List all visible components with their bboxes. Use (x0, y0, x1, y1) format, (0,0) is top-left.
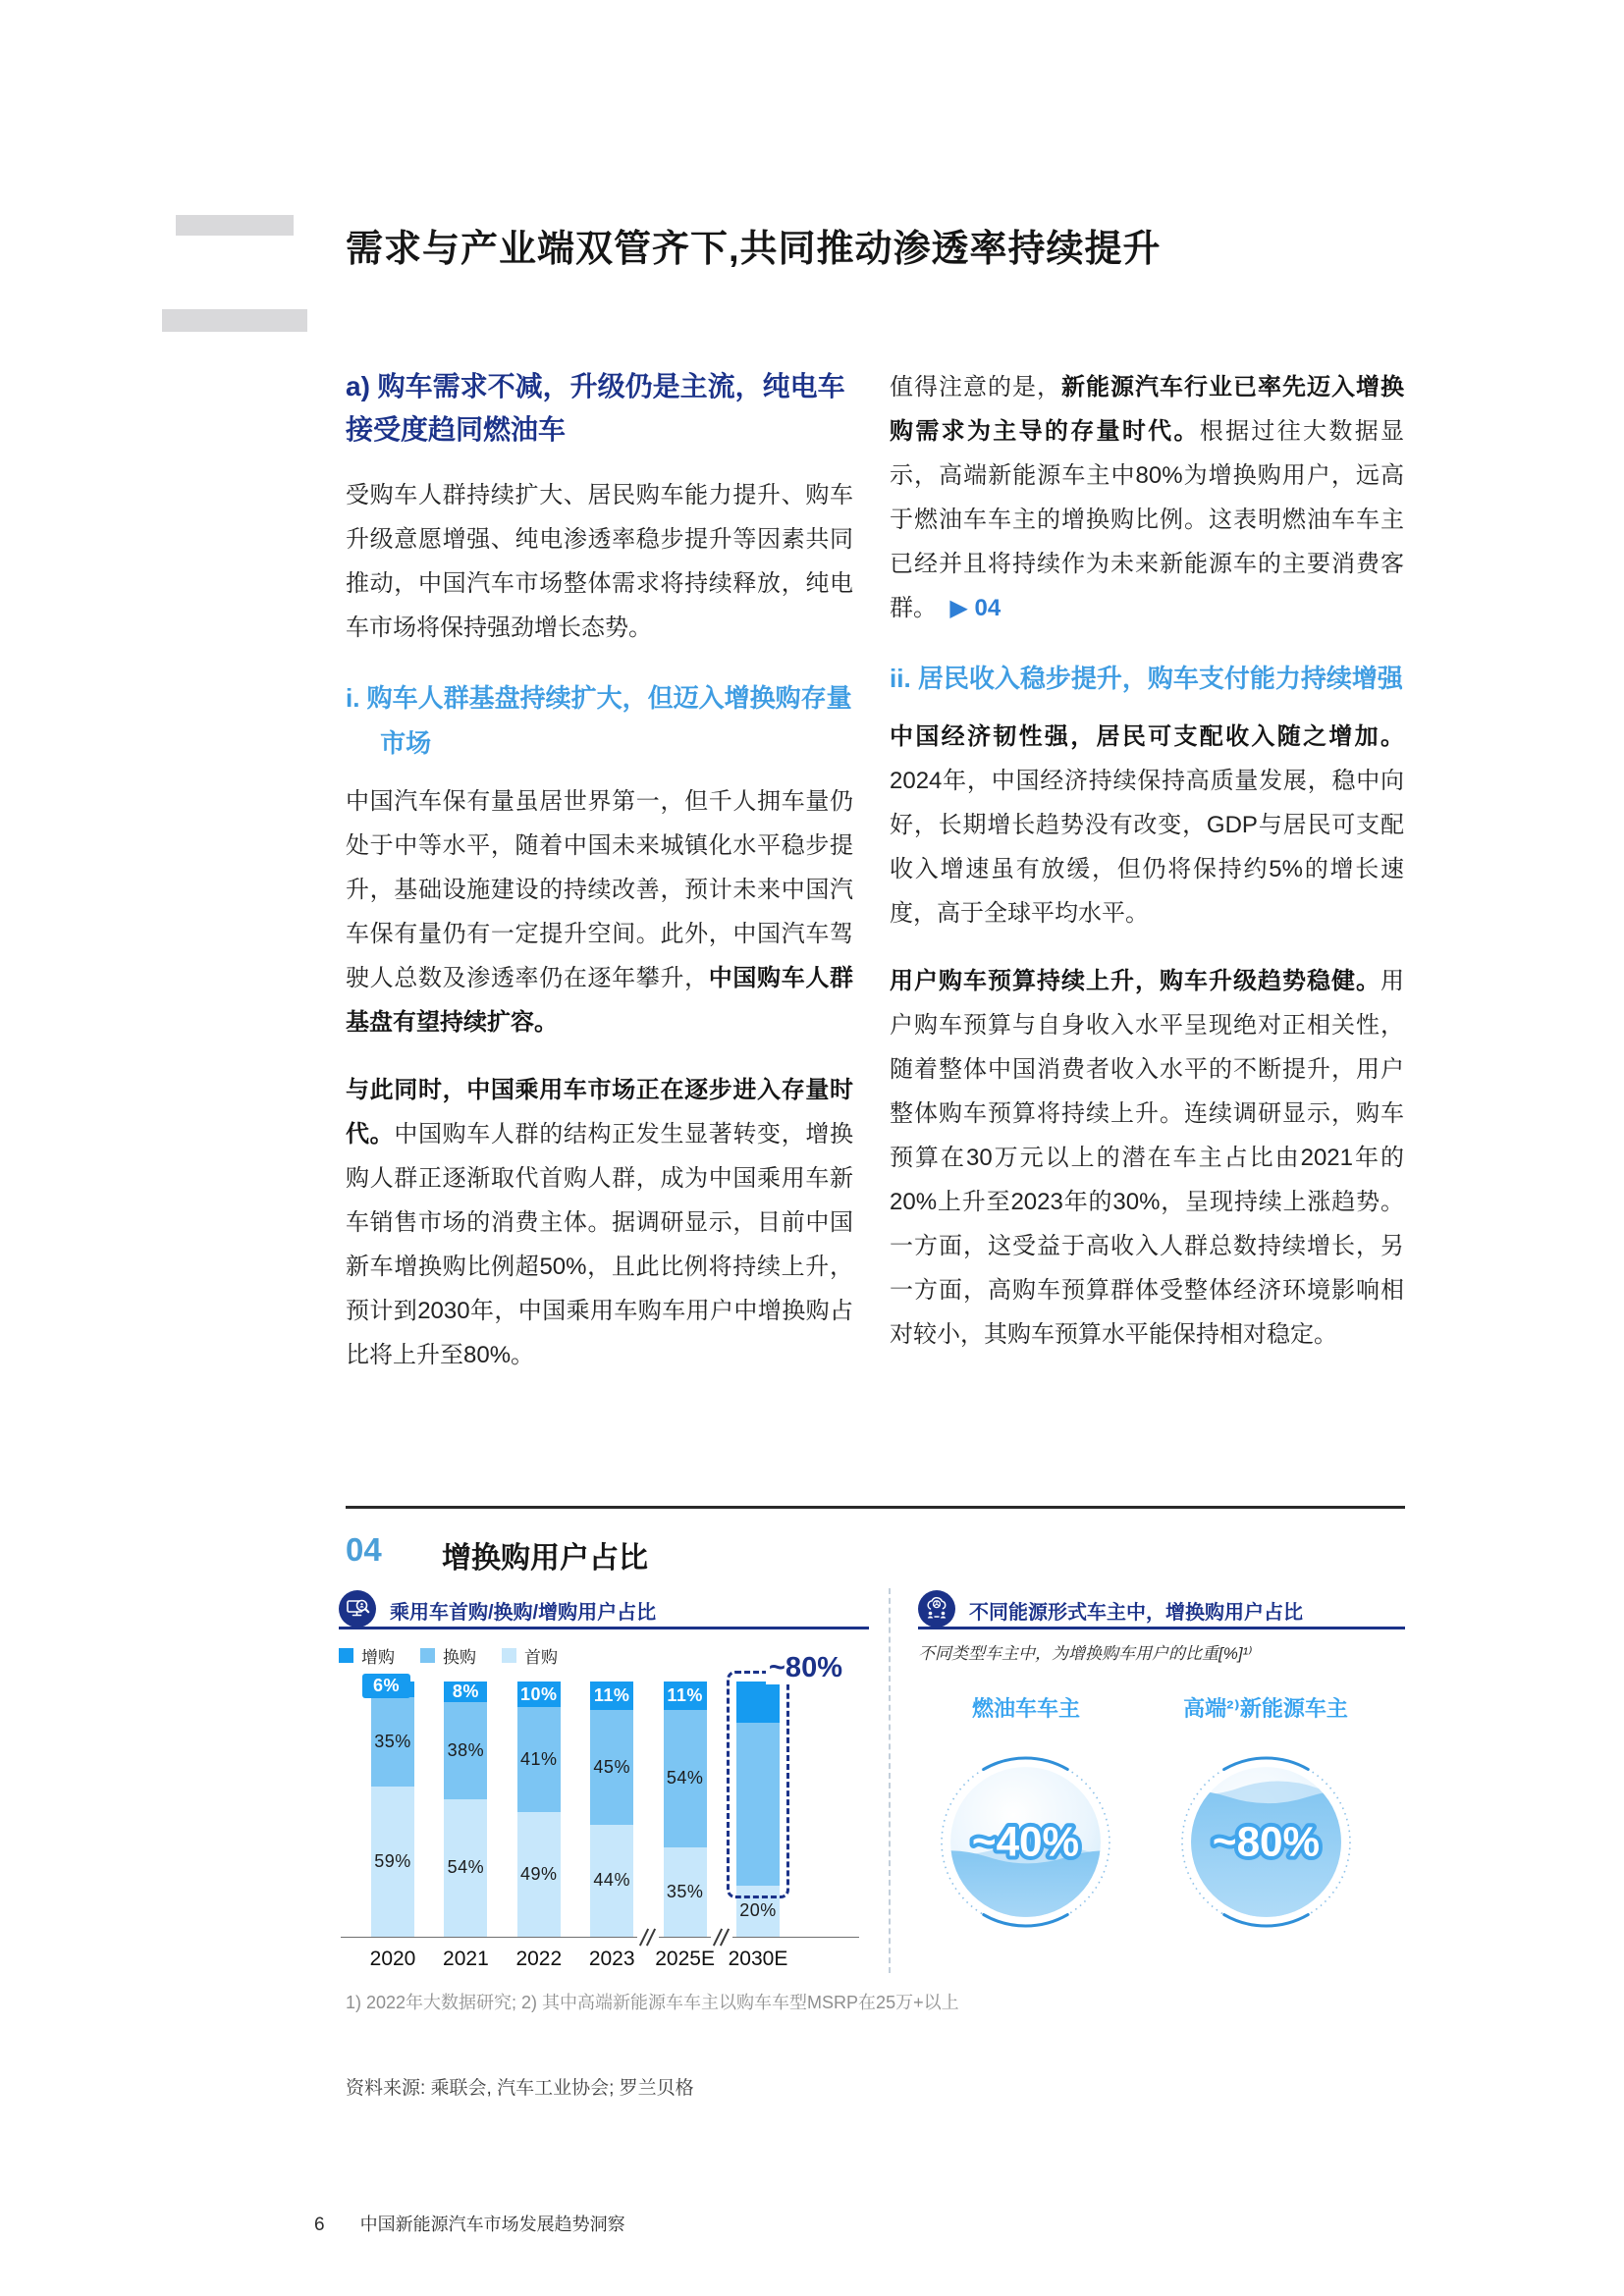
bubble-panel-title: 不同能源形式车主中，增换购用户占比 (969, 1602, 1303, 1624)
paragraph-bold-text: 中国经济韧性强，居民可支配收入随之增加。 (890, 723, 1404, 750)
bar-value-label: 54% (666, 1768, 704, 1789)
figure-04-reference-link[interactable]: ▶ 04 (949, 595, 1001, 621)
figure-footnote: 1) 2022年大数据研究; 2) 其中高端新能源车车主以购车车型MSRP在25万+以上 (346, 1993, 959, 2012)
bar-value-label: 38% (447, 1739, 485, 1760)
bar-segment-增购-2020 (371, 1676, 414, 1697)
figure-number: 04 (346, 1531, 382, 1568)
bar-value-label: 11% (593, 1684, 630, 1705)
premium-nev-owner-label: 高端²⁾新能源车主 (1183, 1696, 1348, 1721)
paragraph-text: 中国购车人群的结构正发生显著转变，增换购人群正逐渐取代首购人群，成为中国乘用车新车销售市场的消费主体。据调研显示，目前中国新车增换购比例超50%，且此比例将持续上升，预计到2030年，中国乘用车购车用户中增换购占比将上升至80%。 (346, 1121, 854, 1368)
bar-2025E (664, 1682, 707, 1937)
panel-divider-dashed-line (889, 1588, 891, 1973)
page-number: 6 (314, 2215, 325, 2235)
bar-segment-增购-2025E (664, 1682, 707, 1710)
axis-break-mark (711, 1928, 732, 1947)
bar-value-label: 8% (452, 1681, 479, 1701)
paragraph-text: 根据过往大数据显示，高端新能源车主中80%为增换购用户，远高于燃油车车主的增换购比例。这表明燃油车车主已经并且将持续作为未来新能源车的主要消费客群。 (890, 418, 1405, 621)
x-axis-label-2023: 2023 (588, 1948, 635, 1970)
paragraph (346, 1068, 853, 1377)
figure-title: 增换购用户占比 (442, 1542, 648, 1575)
legend-item-换购 (420, 1643, 476, 1668)
paragraph: 受购车人群持续扩大、居民购车能力提升、购车升级意愿增强、纯电渗透率稳步提升等因素共同推动，中国汽车市场整体需求将持续释放，纯电车市场将保持强劲增长态势。 (346, 482, 853, 641)
bar-value-label: 10% (520, 1683, 558, 1704)
section-a-heading: a) 购车需求不减，升级仍是主流，纯电车接受度趋同燃油车 (346, 371, 845, 445)
fuel-owner-label: 燃油车车主 (971, 1696, 1081, 1721)
panel-underline (339, 1627, 869, 1629)
legend-label: 增购 (361, 1648, 395, 1667)
paragraph-bold-text: 与此同时，中国乘用车市场正在逐步进入存量时代。 (346, 1077, 853, 1148)
bar-segment-首购-2021 (444, 1799, 487, 1937)
x-axis-label-2025E: 2025E (655, 1948, 715, 1970)
bar-value-label: 45% (593, 1756, 630, 1777)
x-axis-label-2022: 2022 (515, 1948, 563, 1970)
bar-value-label: 20% (739, 1900, 777, 1921)
paragraph-text: 中国汽车保有量虽居世界第一，但千人拥车量仍处于中等水平，随着中国未来城镇化水平稳步提升，基础设施建设的持续改善，预计未来中国汽车保有量仍有一定提升空间。此外，中国汽车驾驶人总数及渗透率仍在逐年攀升， (346, 788, 853, 991)
bubble-panel-header (918, 1590, 1405, 1628)
callout-dashed-box (727, 1671, 789, 1898)
panel-underline (918, 1627, 1405, 1629)
legend-item-增购 (339, 1643, 395, 1668)
bar-2022 (517, 1682, 561, 1937)
bar-segment-增购-2022 (517, 1682, 561, 1707)
bubble-panel (918, 1590, 1405, 1983)
bar-segment-换购-2025E (664, 1710, 707, 1847)
paragraph-text: 用户购车预算与自身收入水平呈现绝对正相关性，随着整体中国消费者收入水平的不断提升，用户整体购车预算将持续上升。连续调研显示，购车预算在30万元以上的潜在车主占比由2021年的20%上升至2023年的30%，呈现持续上涨趋势。一方面，这受益于高收入人群总数持续增长，另一方面，高购车预算群体受整体经济环境影响相对较小，其购车预算水平能保持相对稳定。 (890, 968, 1404, 1348)
water-fill-bubble-80pct (1179, 1755, 1353, 1929)
bar-value-label: 41% (520, 1748, 558, 1769)
bar-segment-首购-2022 (517, 1812, 561, 1937)
figure-top-rule (346, 1506, 1405, 1509)
bar-2021 (444, 1682, 487, 1937)
paragraph-text: 2024年，中国经济持续保持高质量发展，稳中向好，长期增长趋势没有改变，GDP与居民可支配收入增速虽有放缓，但仍将保持约5%的增长速度，高于全球平均水平。 (890, 768, 1404, 927)
x-axis-label-2030E: 2030E (728, 1948, 788, 1970)
svg-text:~80%: ~80% (1212, 1818, 1321, 1865)
x-axis-label-2020: 2020 (369, 1948, 416, 1970)
legend-label: 首购 (524, 1648, 558, 1667)
paragraph (890, 715, 1404, 935)
bar-segment-换购-2021 (444, 1702, 487, 1799)
paragraph (890, 959, 1404, 1357)
x-axis-label-2021: 2021 (443, 1948, 489, 1970)
bar-value-label: 35% (374, 1731, 411, 1751)
axis-break-mark (637, 1928, 659, 1947)
bar-segment-首购-2025E (664, 1847, 707, 1937)
page-title: 需求与产业端双管齐下,共同推动渗透率持续提升 (346, 229, 1162, 271)
legend-label: 换购 (443, 1648, 476, 1667)
bar-segment-首购-2023 (590, 1825, 633, 1937)
bar-2023 (590, 1682, 633, 1937)
bar-segment-换购-2022 (517, 1707, 561, 1812)
legend-item-首购 (502, 1643, 558, 1668)
bar-segment-首购-2020 (371, 1787, 414, 1937)
paragraph-bold-text: 新能源汽车行业已率先迈入增换购需求为主导的存量时代。 (890, 374, 1404, 445)
paragraph-bold-text: 用户购车预算持续上升，购车升级趋势稳健。 (890, 968, 1380, 994)
paragraph-bold-text: 中国购车人群基盘有望持续扩容。 (346, 965, 853, 1036)
bar-value-label: 35% (666, 1881, 704, 1901)
footer-report-title: 中国新能源汽车市场发展趋势洞察 (359, 2215, 625, 2234)
bar-chart-title: 乘用车首购/换购/增购用户占比 (390, 1602, 657, 1624)
legend-swatch (339, 1648, 353, 1663)
paragraph (890, 365, 1404, 630)
bar-chart-panel (339, 1590, 869, 2002)
legend-swatch (502, 1648, 516, 1663)
bar-value-label: 54% (447, 1857, 485, 1878)
bar-value-label: 11% (667, 1684, 703, 1705)
page-footer (314, 2211, 625, 2236)
bubble-panel-subtitle: 不同类型车主中，为增换购车用户的比重[%]¹⁾ (918, 1644, 1253, 1663)
bar-value-label: 44% (593, 1870, 630, 1891)
water-fill-bubble-40pct (939, 1755, 1112, 1929)
paragraph (346, 779, 853, 1044)
bar-value-label: 49% (520, 1863, 558, 1884)
decorative-gray-bar (162, 309, 307, 332)
bar-segment-增购-2021 (444, 1682, 487, 1702)
bar-segment-换购-2020 (371, 1697, 414, 1787)
figure-source: 资料来源: 乘联会, 汽车工业协会; 罗兰贝格 (346, 2078, 694, 2099)
subsection-i-heading: i. 购车人群基盘持续扩大，但迈入增换购存量市场 (346, 683, 852, 758)
bar-2020 (371, 1676, 414, 1937)
subsection-ii-heading: ii. 居民收入稳步提升，购车支付能力持续增强 (890, 664, 1403, 693)
chart-legend (339, 1643, 558, 1668)
right-text-column (890, 365, 1404, 1380)
left-text-column (346, 365, 853, 1401)
bar-value-label: 59% (374, 1850, 411, 1871)
bar-segment-增购-2023 (590, 1682, 633, 1710)
bar-segment-换购-2023 (590, 1710, 633, 1825)
bar-value-label: 6% (362, 1674, 410, 1698)
decorative-gray-bar (176, 215, 294, 236)
bar-chart-panel-header (339, 1590, 869, 1628)
paragraph-text: 值得注意的是， (890, 374, 1061, 400)
svg-text:~40%: ~40% (971, 1818, 1080, 1865)
callout-80pct-label: ~80% (766, 1652, 845, 1684)
legend-swatch (420, 1648, 435, 1663)
